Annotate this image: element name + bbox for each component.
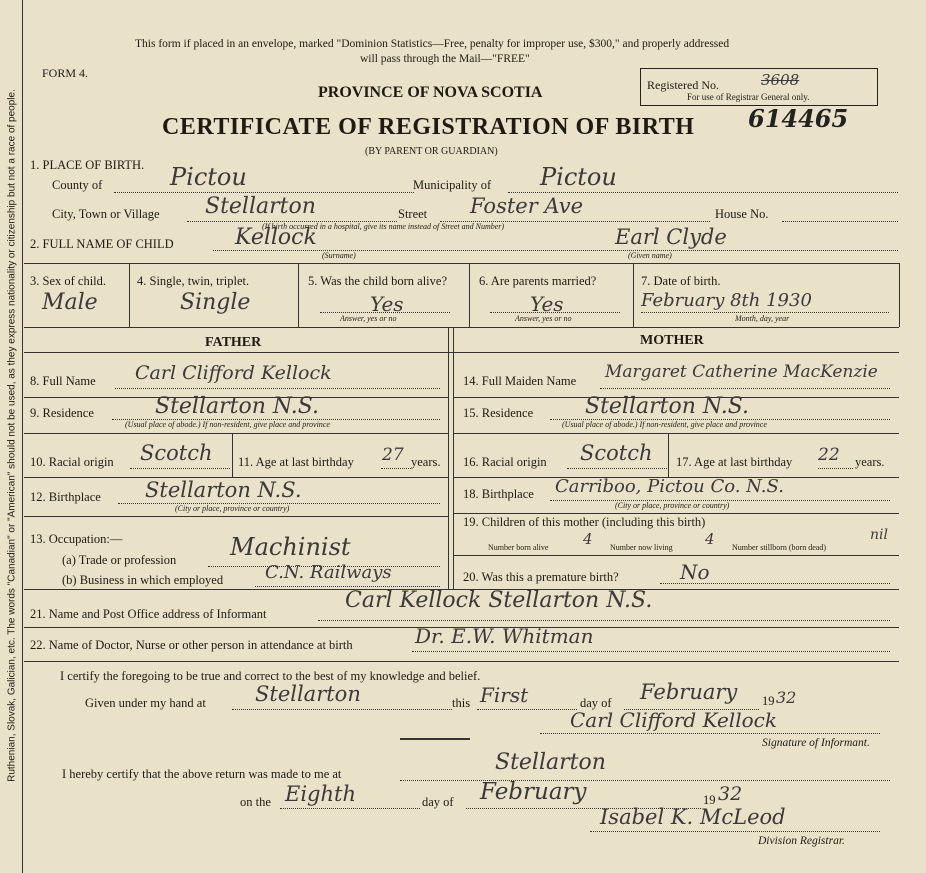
father-racial: Scotch [140, 441, 213, 465]
doctor-label: 22. Name of Doctor, Nurse or other person in attendance at birth [30, 638, 353, 652]
father-name-label: 8. Full Name [30, 374, 96, 388]
informant-signature: Carl Clifford Kellock [570, 708, 777, 732]
given-year: 32 [776, 688, 797, 707]
place-of-birth-heading: 1. PLACE OF BIRTH. [30, 158, 145, 172]
form-number: FORM 4. [42, 66, 89, 80]
given-year-prefix: 19 [762, 694, 775, 708]
single-label: 4. Single, twin, triplet. [137, 274, 250, 288]
father-racial-label: 10. Racial origin [30, 455, 114, 469]
registered-number: 3608 [761, 71, 800, 89]
mother-residence-caption: (Usual place of abode.) If non-resident, give place and province [562, 420, 767, 429]
mother-birthplace-label: 18. Birthplace [463, 487, 534, 501]
informant-signature-label: Signature of Informant. [762, 737, 870, 749]
born-alive-value: 4 [583, 530, 593, 548]
business-value: C.N. Railways [265, 562, 392, 583]
premature-label: 20. Was this a premature birth? [463, 570, 619, 584]
father-residence: Stellarton N.S. [155, 394, 320, 419]
municipality-value: Pictou [540, 163, 617, 191]
municipality-label: Municipality of [413, 178, 492, 192]
city-label: City, Town or Village [52, 207, 160, 221]
street-label: Street [398, 207, 428, 221]
on-the-label: on the [240, 795, 271, 809]
informant-value: Carl Kellock Stellarton N.S. [345, 588, 653, 613]
city-value: Stellarton [205, 194, 316, 219]
date-caption: Month, day, year [735, 314, 790, 323]
sex-value: Male [42, 290, 98, 315]
mother-residence-label: 15. Residence [463, 406, 534, 420]
mother-age: 22 [818, 445, 840, 465]
single-value: Single [180, 290, 251, 315]
given-caption: (Given name) [628, 251, 672, 260]
registrar-signature: Isabel K. McLeod [600, 805, 786, 829]
children-label: 19. Children of this mother (including this birth) [463, 515, 706, 529]
certificate-title: CERTIFICATE OF REGISTRATION OF BIRTH [162, 114, 695, 140]
father-name: Carl Clifford Kellock [135, 362, 332, 384]
doctor-value: Dr. E.W. Whitman [415, 624, 594, 648]
registrar-label: Division Registrar. [758, 835, 845, 847]
business-label: (b) Business in which employed [62, 573, 224, 587]
mother-racial-label: 16. Racial origin [463, 455, 547, 469]
father-age: 27 [382, 445, 404, 465]
child-surname: Kellock [235, 225, 317, 250]
father-age-label: 11. Age at last birthday [238, 455, 354, 469]
county-label: County of [52, 178, 103, 192]
father-birthplace: Stellarton N.S. [145, 478, 302, 502]
married-value: Yes [530, 292, 564, 316]
mother-birthplace-caption: (City or place, province or country) [615, 501, 730, 510]
registrar-year: 32 [718, 783, 743, 805]
father-residence-caption: (Usual place of abode.) If non-resident, give place and province [125, 420, 330, 429]
mother-name: Margaret Catherine MacKenzie [605, 362, 878, 382]
child-given-name: Earl Clyde [615, 225, 727, 249]
date-label: 7. Date of birth. [641, 274, 721, 288]
day-of-label: day of [580, 696, 612, 710]
premature-value: No [680, 560, 710, 584]
given-hand-label: Given under my hand at [85, 696, 206, 710]
given-day: First [480, 683, 529, 707]
born-alive-label: Number born alive [488, 543, 549, 552]
surname-caption: (Surname) [322, 251, 356, 260]
mail-notice-free: will pass through the Mail—"FREE" [360, 53, 530, 65]
registrar-day: Eighth [285, 782, 356, 806]
given-place: Stellarton [255, 682, 361, 706]
father-birthplace-label: 12. Birthplace [30, 490, 101, 504]
alive-label: 5. Was the child born alive? [308, 274, 448, 288]
mother-name-label: 14. Full Maiden Name [463, 374, 577, 388]
date-value: February 8th 1930 [641, 290, 812, 311]
alive-caption: Answer, yes or no [340, 314, 397, 323]
stillborn-label: Number stillborn (born dead) [732, 543, 826, 552]
province-title: PROVINCE OF NOVA SCOTIA [318, 84, 543, 101]
mother-age-label: 17. Age at last birthday [676, 455, 793, 469]
registrar-place: Stellarton [495, 750, 606, 775]
registrar-text: I hereby certify that the above return was made to me at [62, 767, 342, 781]
trade-value: Machinist [230, 533, 351, 561]
certificate-subtitle: (BY PARENT OR GUARDIAN) [365, 146, 498, 157]
mother-birthplace: Carriboo, Pictou Co. N.S. [555, 476, 784, 497]
registrar-day-of-label: day of [422, 795, 454, 809]
father-birthplace-caption: (City or place, province or country) [175, 504, 290, 513]
mother-racial: Scotch [580, 441, 653, 465]
married-caption: Answer, yes or no [515, 314, 572, 323]
child-name-label: 2. FULL NAME OF CHILD [30, 237, 174, 251]
side-note: Ruthenian, Slovak, Galician, etc. The words "Canadian" or "American" should not be used, as they express nationality or citizenship but not a race of people. [6, 89, 18, 782]
trade-label: (a) Trade or profession [62, 553, 177, 567]
sex-label: 3. Sex of child. [30, 274, 107, 288]
given-month: February [640, 680, 738, 704]
mother-heading: MOTHER [640, 333, 704, 348]
registered-label: Registered No. [647, 78, 719, 92]
house-label: House No. [715, 207, 769, 221]
registered-note: For use of Registrar General only. [687, 92, 810, 102]
county-value: Pictou [170, 163, 247, 191]
mother-age-years: years. [855, 455, 885, 469]
registrar-year-prefix: 19 [703, 793, 716, 807]
father-residence-label: 9. Residence [30, 406, 94, 420]
mail-notice: This form if placed in an envelope, marked "Dominion Statistics—Free, penalty for improper use, $300," and properly addressed [135, 38, 730, 50]
certificate-number: 614465 [748, 104, 849, 133]
informant-label: 21. Name and Post Office address of Informant [30, 607, 267, 621]
married-label: 6. Are parents married? [479, 274, 597, 288]
father-age-years: years. [411, 455, 441, 469]
street-value: Foster Ave [470, 194, 584, 218]
occupation-label: 13. Occupation:— [30, 532, 123, 546]
now-living-value: 4 [705, 530, 715, 548]
father-heading: FATHER [205, 335, 262, 350]
separator-rule [400, 738, 470, 740]
stillborn-value: nil [870, 527, 888, 543]
this-label: this [452, 696, 471, 710]
left-margin-rule [22, 0, 23, 873]
registered-box [640, 68, 878, 106]
now-living-label: Number now living [610, 543, 673, 552]
mother-residence: Stellarton N.S. [585, 394, 750, 419]
certify-text: I certify the foregoing to be true and correct to the best of my knowledge and belief. [60, 669, 481, 683]
hospital-note: (If birth occurred in a hospital, give its name instead of Street and Number) [262, 222, 505, 231]
registrar-month: February [480, 779, 587, 805]
alive-value: Yes [370, 292, 404, 316]
